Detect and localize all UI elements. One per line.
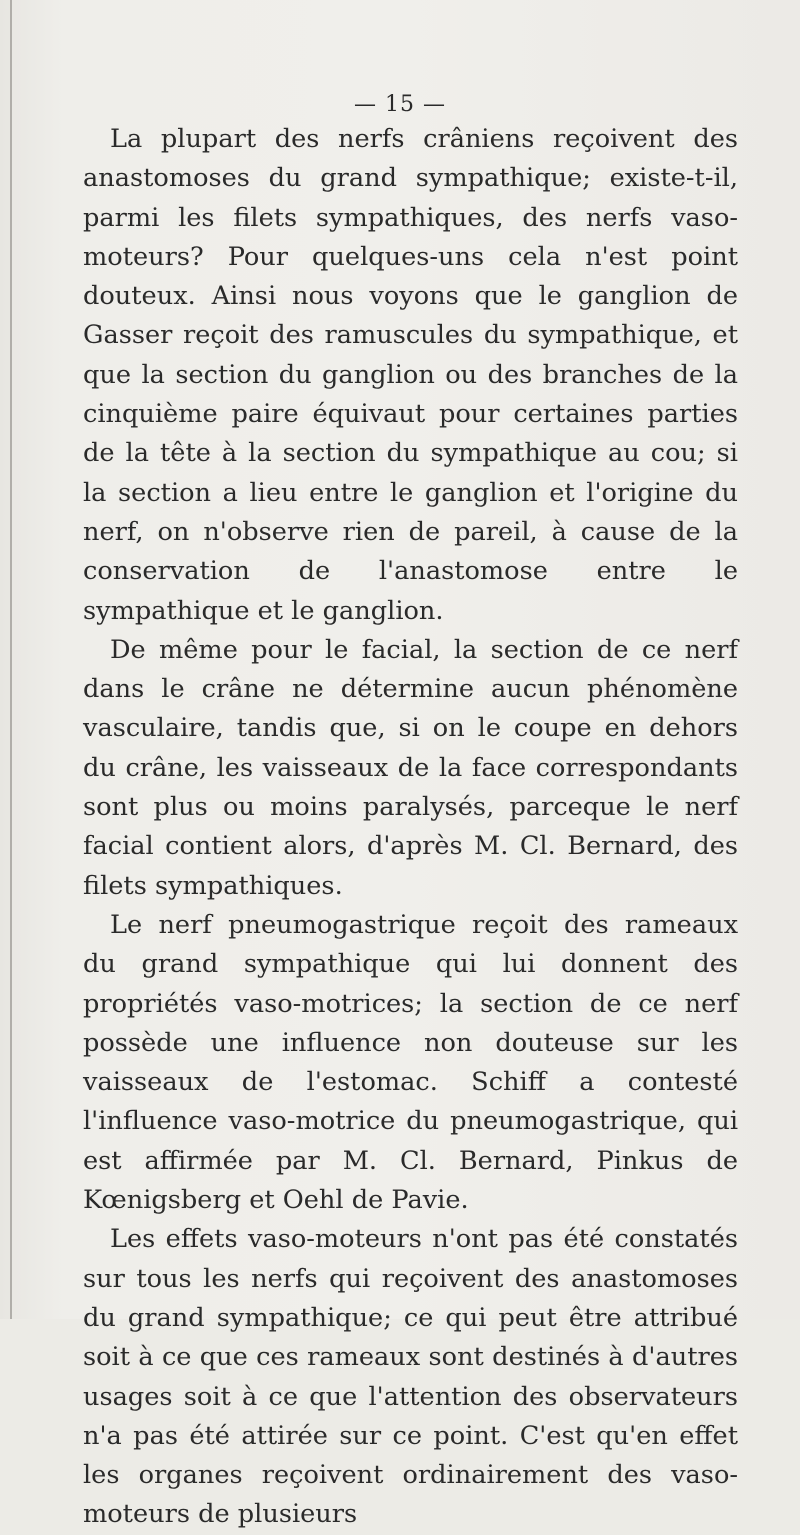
page-body xyxy=(83,120,738,1535)
paragraph-1: La plupart des nerfs crâniens reçoivent des anastomoses du grand sympathique; existe-t-il, parmi les filets sympathiques, des nerfs vaso-moteurs? Pour quelques-uns cela n'est point douteux. Ainsi nous voyons que le ganglion de Gasser reçoit des ramuscules du sympathique, et que la section du ganglion ou des branches de la cinquième paire équivaut pour certaines parties de la tête à la section du sympathique au cou; si la section a lieu entre le ganglion et l'origine du nerf, on n'observe rien de pareil, à cause de la conservation de l'anastomose entre le sympathique et le ganglion. xyxy=(83,124,738,626)
page-edge-shadow xyxy=(10,0,12,1319)
paragraph-4: Les effets vaso-moteurs n'ont pas été constatés sur tous les nerfs qui reçoivent des anastomoses du grand sympathique; ce qui peut être attribué soit à ce que ces rameaux sont destinés à d'autres usages soit à ce que l'attention des observateurs n'a pas été attirée sur ce point. C'est qu'en effet les organes reçoivent ordinairement des vaso-moteurs de plusieurs xyxy=(83,1224,738,1530)
page-number: — 15 — xyxy=(354,92,446,117)
paragraph-2: De même pour le facial, la section de ce nerf dans le crâne ne détermine aucun phénomène vasculaire, tandis que, si on le coupe en dehors du crâne, les vaisseaux de la face correspondants sont plus ou moins paralysés, parceque le nerf facial contient alors, d'après M. Cl. Bernard, des filets sympathiques. xyxy=(83,634,738,901)
paragraph-3: Le nerf pneumogastrique reçoit des rameaux du grand sympathique qui lui donnent des propriétés vaso-motrices; la section de ce nerf possède une influence non douteuse sur les vaisseaux de l'estomac. Schiff a contesté l'influence vaso-motrice du pneumogastrique, qui est affirmée par M. Cl. Bernard, Pinkus de Kœnigsberg et Oehl de Pavie. xyxy=(83,909,738,1216)
